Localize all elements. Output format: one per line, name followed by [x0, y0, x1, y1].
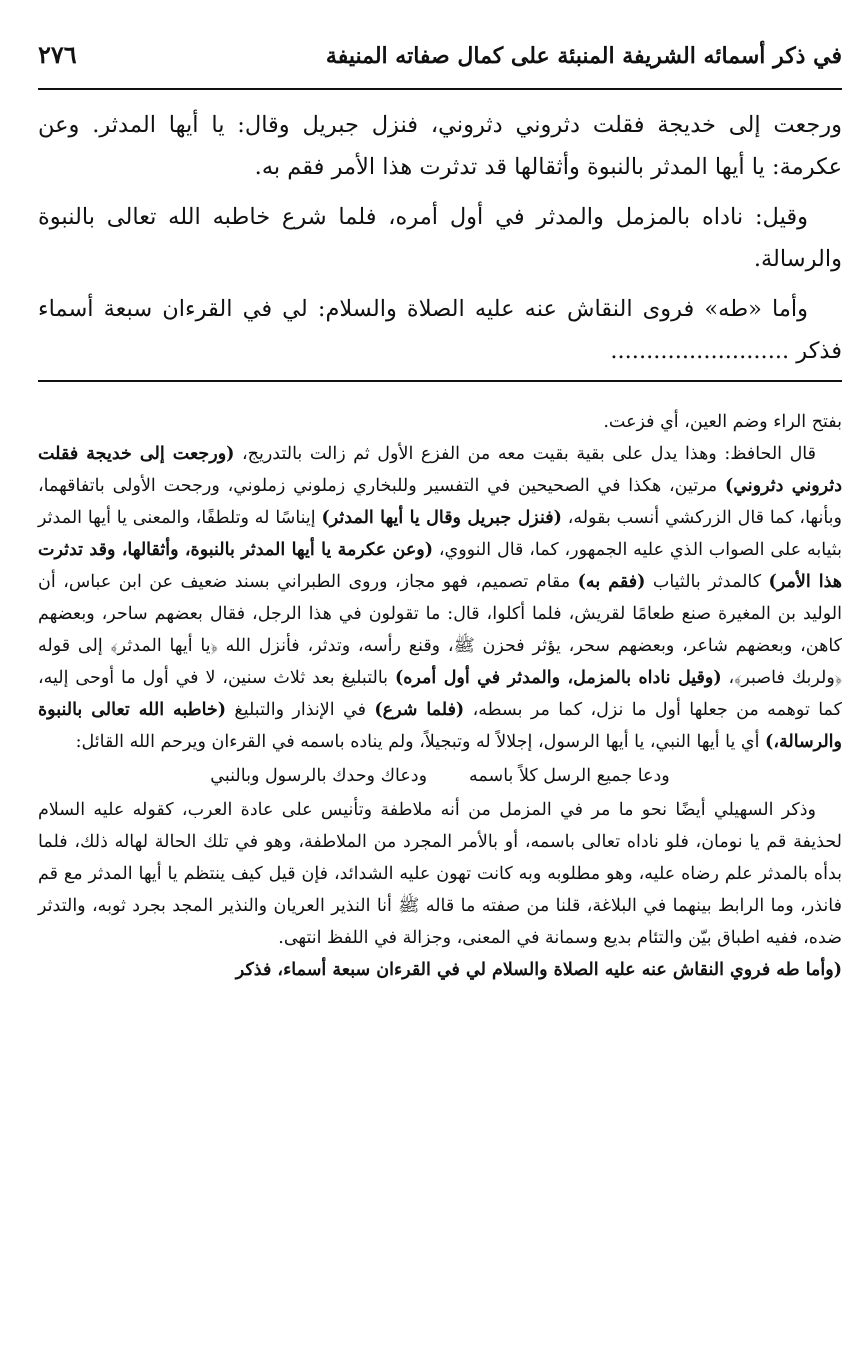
commentary-paragraph: [38, 794, 842, 954]
commentary-last-line: (وأما طه فروي النقاش عنه عليه الصلاة والسلام لي في القرءان سبعة أسماء، فذكر: [235, 960, 842, 980]
divider-rule: [38, 380, 842, 382]
commentary-segment: قال الحافظ: وهذا يدل على بقية بقيت معه من الفزع الأول ثم زالت بالتدريج،: [234, 444, 816, 464]
quoted-matn: (خاطبه الله تعالى بالنبوة والرسالة،): [38, 700, 842, 752]
commentary-segment: أي يا أيها النبي، يا أيها الرسول، إجلالاً له وتبجيلاً، ولم يناده باسمه في القرءان ويرحم الله القائل:: [75, 732, 766, 752]
commentary-segment: إيناسًا له وتلطفًا، والمعنى يا أيها المدثر بثيابه على الصواب الذي عليه الجمهور، كما، قال النووي،: [38, 508, 843, 560]
running-head: [38, 40, 842, 90]
quoted-matn: (فنزل جبريل وقال يا أيها المدثر): [321, 508, 562, 528]
poem-hemistich-right: ودعا جميع الرسل كلاً باسمه: [469, 766, 670, 786]
commentary-segment: بالتبليغ بعد ثلاث سنين، لا في أول ما أوحى إليه، كما توهمه من جعلها أول ما نزل، كما مر بسطه،: [38, 668, 842, 720]
quoted-matn: (ورجعت إلى خديجة فقلت دثروني دثروني): [38, 444, 842, 496]
quoted-matn: (فلما شرع): [374, 700, 465, 720]
poem-verse: [38, 760, 842, 792]
main-paragraph: ورجعت إلى خديجة فقلت دثروني دثروني، فنزل جبريل وقال: يا أيها المدثر. وعن عكرمة: يا أيها المدثر بالنبوة وأثقالها قد تدثرت هذا الأمر فقم به.: [38, 112, 842, 180]
main-paragraph: وقيل: ناداه بالمزمل والمدثر في أول أمره، فلما شرع خاطبه الله تعالى بالنبوة والرسالة.: [38, 204, 842, 272]
poem-hemistich-left: ودعاك وحدك بالرسول وبالنبي: [210, 766, 428, 786]
commentary-paragraph: بفتح الراء وضم العين، أي فزعت.: [603, 412, 842, 432]
book-page: [38, 40, 842, 986]
quoted-matn: (وقيل ناداه بالمزمل، والمدثر في أول أمره): [394, 668, 722, 688]
quoted-matn: (فقم به): [577, 572, 646, 592]
main-text: [38, 104, 842, 372]
commentary-text: [38, 406, 842, 986]
commentary-segment: كالمدثر بالثياب: [645, 572, 769, 592]
commentary-paragraph: [38, 438, 842, 758]
commentary-segment: وذكر السهيلي أيضًا نحو ما مر في المزمل من أنه ملاطفة وتأنيس على عادة العرب، كقوله عليه السلام لحذيفة قم يا نومان، فلو ناداه تعالى باسمه، أو بالأمر المجرد من الملاطفة، وهو في تلك الحالة لهاله ذلك، فلما بدأه بالمدثر علم رضاه عليه، وهو مطلوبه وبه كانت تهون عليه الشدائد، فإن قيل كيف ينتظم يا أيها المدثر مع قم فانذر، وما الرابط بينهما في البلاغة، قلنا من صفته ما قاله ﷺ أنا النذير العريان والنذير المجد بجرد ثوبه، والتدثر ضده، ففيه اطباق بيّن والتئام بديع وسمانة في المعنى، وجزالة في اللفظ انتهى.: [38, 800, 842, 948]
running-title: في ذكر أسمائه الشريفة المنبئة على كمال صفاته المنيفة: [325, 43, 842, 69]
page-number: ٢٧٦: [38, 40, 77, 69]
commentary-segment: مرتين، هكذا في الصحيحين في التفسير وللبخاري زملوني زملوني، ورجحت الأولى باتفاقهما، وبأنها، كما قال الزركشي أنسب بقوله،: [38, 476, 842, 528]
commentary-segment: مقام تصميم، فهو مجاز، وروى الطبراني بسند ضعيف عن ابن عباس، أن الوليد بن المغيرة صنع طعامًا لقريش، فلما أكلوا، قال: ما تقولون في هذا الرجل، فقال بعضهم ساحر، وبعضهم كاهن، وبعضهم شاعر، وبعضهم سحر، يؤثر فحزن ﷺ، وقنع رأسه، وتدثر، فأنزل الله ﴿يا أيها المدثر﴾ إلى قوله ﴿ولربك فاصبر﴾،: [38, 572, 843, 688]
quoted-matn: (وعن عكرمة يا أيها المدثر بالنبوة، وأثقالها، وقد تدثرت هذا الأمر): [38, 540, 842, 592]
commentary-segment: في الإنذار والتبليغ: [226, 700, 375, 720]
main-paragraph: وأما «طه» فروى النقاش عنه عليه الصلاة والسلام: لي في القرءان سبعة أسماء فذكر .........................: [38, 296, 842, 364]
